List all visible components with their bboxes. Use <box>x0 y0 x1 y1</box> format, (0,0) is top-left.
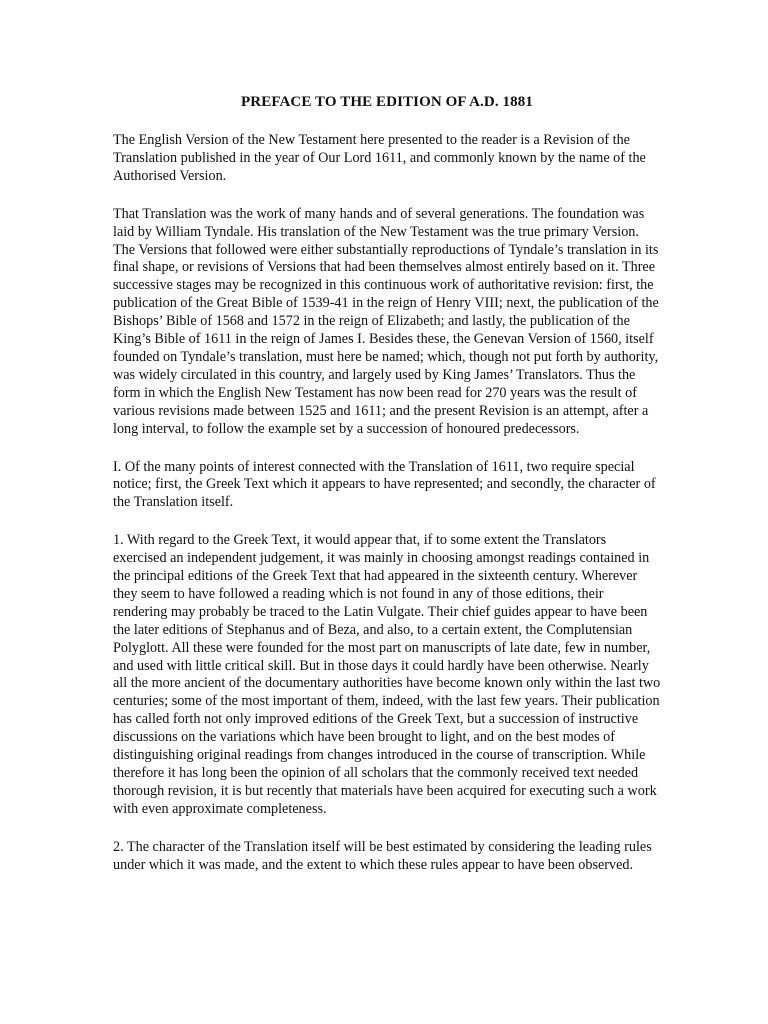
paragraph-intro: The English Version of the New Testament here presented to the reader is a Revision of the Translation published in the year of Our Lord 1611, and commonly known by the name of the Authorised Version. <box>113 132 646 184</box>
paragraph-section-one: I. Of the many points of interest connected with the Translation of 1611, two require special notice; first, the Greek Text which it appears to have represented; and secondly, the character of the Translation itself. <box>113 458 656 511</box>
document-body <box>113 92 661 895</box>
document-title: PREFACE TO THE EDITION OF A.D. 1881 <box>241 94 533 110</box>
paragraph-history: That Translation was the work of many hands and of several generations. The foundation was laid by William Tyndale. His translation of the New Testament was the true primary Version. The Versions that followed were either substantially reproductions of Tyndale’s translation in its final shape, or revisions of Versions that had been themselves almost entirely based on it. Three successive stages may be recognized in this continuous work of authoritative revision: first, the publication of the Great Bible of 1539-41 in the reign of Henry VIII; next, the publication of the Bishops’ Bible of 1568 and 1572 in the reign of Elizabeth; and lastly, the publication of the King’s Bible of 1611 in the reign of James I. Besides these, the Genevan Version of 1560, itself founded on Tyndale’s translation, must here be named; which, though not put forth by authority, was widely circulated in this country, and largely used by King James’ Translators. Thus the form in which the English New Testament has now been read for 270 years was the result of various revisions made between 1525 and 1611; and the present Revision is an attempt, after a long interval, to follow the example set by a succession of honoured predecessors. <box>113 205 659 437</box>
paragraph-character: 2. The character of the Translation itself will be best estimated by considering the leading rules under which it was made, and the extent to which these rules appear to have been observed. <box>113 838 652 873</box>
paragraph-greek-text: 1. With regard to the Greek Text, it would appear that, if to some extent the Translators exercised an independent judgement, it was mainly in choosing amongst readings contained in the principal editions of the Greek Text that had appeared in the sixteenth century. Wherever they seem to have followed a reading which is not found in any of those editions, their rendering may probably be traced to the Latin Vulgate. Their chief guides appear to have been the later editions of Stephanus and of Beza, and also, to a certain extent, the Complutensian Polyglott. All these were founded for the most part on manuscripts of late date, few in number, and used with little critical skill. But in those days it could hardly have been otherwise. Nearly all the more ancient of the documentary authorities have become known only within the last two centuries; some of the most important of them, indeed, with the last few years. Their publication has called forth not only improved editions of the Greek Text, but a succession of instructive discussions on the variations which have been brought to light, and on the best modes of distinguishing original readings from changes introduced in the course of transcription. While therefore it has long been the opinion of all scholars that the commonly received text needed thorough revision, it is but recently that materials have been acquired for executing such a work with even approximate completeness. <box>113 532 661 817</box>
